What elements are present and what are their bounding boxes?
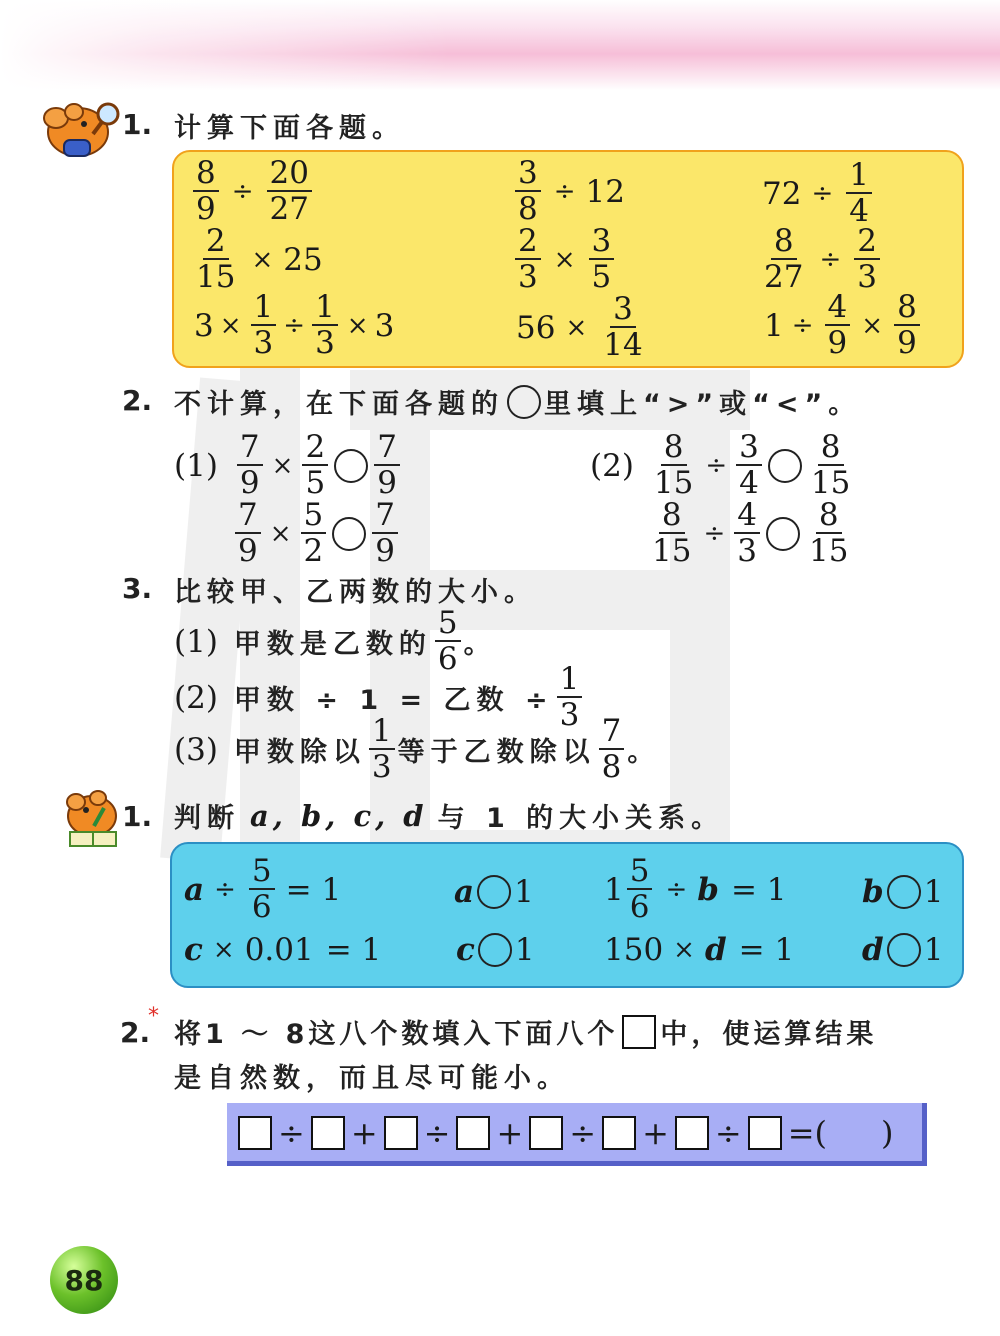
expr-r1-2: $\frac{3}{8}$ ÷ 12 bbox=[512, 158, 625, 225]
expr-r1-1: $\frac{8}{9}$ ÷ $\frac{20}{27}$ bbox=[190, 158, 315, 225]
fraction: $\frac{8}{9}$ bbox=[193, 158, 219, 225]
q3-item3: (3) 甲数除以 $\frac{1}{3}$ 等于乙数除以 $\frac{7}{8}$ 。 bbox=[174, 713, 661, 785]
compare-circle[interactable] bbox=[332, 517, 366, 551]
s2-q2-equation: ÷ + ÷ + ÷ + ÷ =( ) bbox=[238, 1114, 893, 1152]
fraction: $\frac{3}{4}$ bbox=[736, 432, 762, 499]
page-number-badge: 88 bbox=[50, 1246, 118, 1314]
q3-item2: (2) 甲数 ÷ 1 = 乙数 ÷ $\frac{1}{3}$ bbox=[174, 664, 585, 731]
s2-r1-cmp2: b 1 bbox=[862, 874, 944, 910]
s2-r1-eq2: 1 $\frac{5}{6}$ ÷ b = 1 bbox=[604, 853, 787, 925]
fill-square[interactable] bbox=[456, 1116, 490, 1150]
fraction: $\frac{20}{27}$ bbox=[267, 158, 312, 225]
fill-square[interactable] bbox=[748, 1116, 782, 1150]
fraction: $\frac{8}{15}$ bbox=[653, 429, 694, 501]
fraction: $\frac{2}{3}$ bbox=[854, 226, 880, 293]
compare-circle[interactable] bbox=[477, 875, 511, 909]
q3-title: 比较甲、乙两数的大小。 bbox=[174, 577, 537, 608]
fraction: $\frac{2}{5}$ bbox=[302, 432, 328, 499]
fraction: $\frac{1}{3}$ bbox=[557, 664, 583, 731]
compare-circle[interactable] bbox=[478, 933, 512, 967]
expr-r3-1: 3 × $\frac{1}{3}$ ÷ $\frac{1}{3}$ × 3 bbox=[194, 289, 395, 361]
fraction: $\frac{5}{2}$ bbox=[301, 500, 327, 567]
expr-r2-3: $\frac{8}{27}$ ÷ $\frac{2}{3}$ bbox=[758, 226, 883, 293]
compare-circle[interactable] bbox=[766, 517, 800, 551]
q2-part1-b: $\frac{7}{9}$ × $\frac{5}{2}$ $\frac{7}{9}$ bbox=[232, 500, 401, 567]
fill-square[interactable] bbox=[311, 1116, 345, 1150]
fraction: $\frac{8}{9}$ bbox=[894, 292, 920, 359]
fill-square[interactable] bbox=[384, 1116, 418, 1150]
fraction: $\frac{7}{8}$ bbox=[599, 716, 625, 783]
expr-r1-3: 72 ÷ $\frac{1}{4}$ bbox=[762, 160, 875, 227]
q3-number: 3. bbox=[122, 572, 153, 605]
q2-title: 不计算，在下面各题的 里填上“>”或“<”。 bbox=[174, 382, 861, 421]
compare-circle[interactable] bbox=[887, 875, 921, 909]
fraction: $\frac{1}{3}$ bbox=[251, 292, 277, 359]
fraction: $\frac{5}{6}$ bbox=[627, 856, 653, 923]
fraction: $\frac{3}{14}$ bbox=[603, 291, 643, 363]
q2-part2-b: $\frac{8}{15}$ ÷ $\frac{4}{3}$ $\frac{8}{15}$ bbox=[646, 500, 854, 567]
fraction: $\frac{4}{9}$ bbox=[825, 292, 851, 359]
answer-square bbox=[622, 1015, 656, 1049]
s2-q1-title: 判断 a, b, c, d 与 1 的大小关系。 bbox=[174, 798, 725, 834]
fraction: $\frac{8}{15}$ bbox=[652, 497, 692, 569]
s2-r2-eq2: 150 × d = 1 bbox=[604, 932, 795, 968]
expr-r2-1: $\frac{2}{15}$ × 25 bbox=[190, 226, 323, 293]
fraction: $\frac{2}{15}$ bbox=[196, 223, 236, 295]
fraction: $\frac{5}{6}$ bbox=[435, 608, 461, 675]
answer-circle bbox=[507, 385, 541, 419]
s2-q2-line2: 是自然数，而且尽可能小。 bbox=[174, 1063, 570, 1094]
fraction: $\frac{3}{8}$ bbox=[515, 158, 541, 225]
fraction: $\frac{1}{3}$ bbox=[369, 716, 395, 783]
q2-part2-a: (2) $\frac{8}{15}$ ÷ $\frac{3}{4}$ $\frac{8}{15}$ bbox=[590, 432, 856, 499]
fraction: $\frac{2}{3}$ bbox=[515, 226, 541, 293]
q1-number: 1. bbox=[122, 108, 153, 141]
fill-square[interactable] bbox=[238, 1116, 272, 1150]
fraction: $\frac{1}{3}$ bbox=[312, 292, 338, 359]
fraction: $\frac{8}{15}$ bbox=[808, 497, 849, 569]
challenge-star: * bbox=[148, 1004, 159, 1029]
s2-r2-cmp2: d 1 bbox=[862, 932, 944, 968]
fraction: $\frac{8}{15}$ bbox=[810, 429, 851, 501]
pig-mascot-magnifier-icon bbox=[38, 96, 126, 162]
fill-square[interactable] bbox=[529, 1116, 563, 1150]
fraction: $\frac{4}{3}$ bbox=[734, 500, 760, 567]
fraction: $\frac{1}{4}$ bbox=[846, 160, 872, 227]
s2-r2-eq1: c × 0.01 = 1 bbox=[184, 932, 382, 968]
s2-r2-cmp1: c 1 bbox=[456, 932, 535, 968]
compare-circle[interactable] bbox=[887, 933, 921, 967]
fraction: $\frac{8}{27}$ bbox=[764, 223, 804, 295]
expr-r3-2: 56 × $\frac{3}{14}$ bbox=[516, 294, 649, 361]
s2-q2-line1: 将1 ～ 8这八个数填入下面八个 中，使运算结果 bbox=[174, 1012, 877, 1051]
fraction: $\frac{7}{9}$ bbox=[374, 432, 400, 499]
fraction: $\frac{7}{9}$ bbox=[372, 500, 398, 567]
compare-circle[interactable] bbox=[334, 449, 368, 483]
fraction: $\frac{7}{9}$ bbox=[237, 432, 263, 499]
s2-r1-eq1: a ÷ $\frac{5}{6}$ = 1 bbox=[184, 853, 342, 925]
fill-square[interactable] bbox=[675, 1116, 709, 1150]
s2-q2-number: 2. bbox=[120, 1016, 151, 1049]
compare-circle[interactable] bbox=[768, 449, 802, 483]
expr-r3-3: 1 ÷ $\frac{4}{9}$ × $\frac{8}{9}$ bbox=[764, 292, 923, 359]
pig-mascot-reading-icon bbox=[60, 786, 130, 852]
q1-title: 计算下面各题。 bbox=[174, 113, 405, 144]
q2-number: 2. bbox=[122, 384, 153, 417]
fraction: $\frac{7}{9}$ bbox=[235, 500, 261, 567]
fraction: $\frac{3}{5}$ bbox=[589, 226, 615, 293]
s2-q1-number: 1. bbox=[122, 800, 153, 833]
q3-item1: (1) 甲数是乙数的 $\frac{5}{6}$ 。 bbox=[174, 605, 497, 677]
top-decorative-band bbox=[0, 0, 1000, 90]
q2-part1-a: (1) $\frac{7}{9}$ × $\frac{2}{5}$ $\frac{7}{9}$ bbox=[174, 432, 403, 499]
s2-r1-cmp1: a 1 bbox=[454, 874, 534, 910]
expr-r2-2: $\frac{2}{3}$ × $\frac{3}{5}$ bbox=[512, 226, 617, 293]
fill-square[interactable] bbox=[602, 1116, 636, 1150]
fraction: $\frac{5}{6}$ bbox=[249, 856, 275, 923]
